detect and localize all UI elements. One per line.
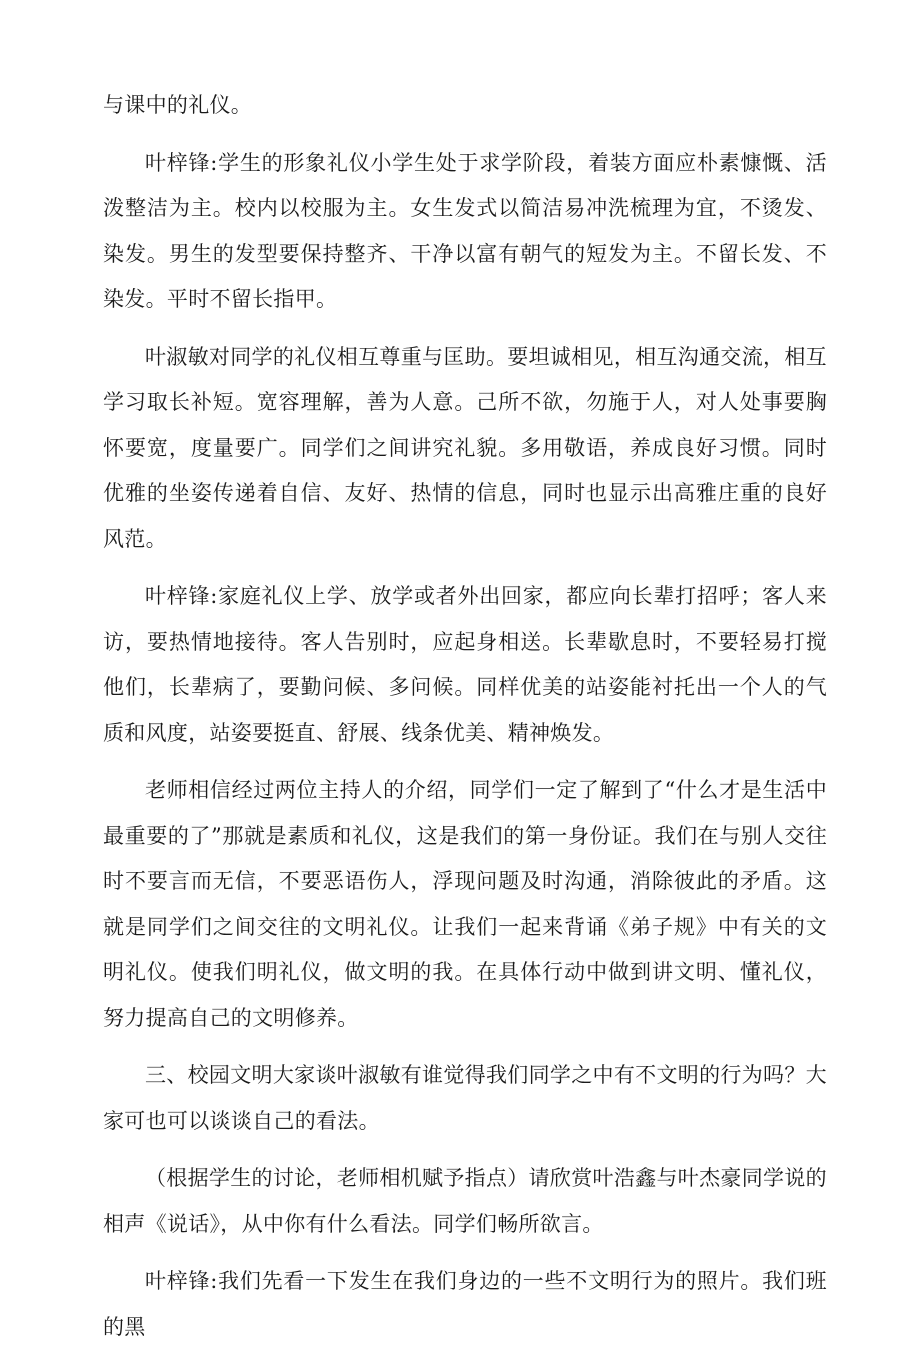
paragraph-section-three: 三、校园文明大家谈叶淑敏有谁觉得我们同学之中有不文明的行为吗？大家可也可以谈谈自己的看法。 <box>103 1063 827 1133</box>
paragraph-appearance-etiquette: 叶梓锋:学生的形象礼仪小学生处于求学阶段，着装方面应朴素慷慨、活泼整洁为主。校内以校服为主。女生发式以简洁易冲洗梳理为宜，不烫发、染发。男生的发型要保持整齐、干净以富有朝气的短发为主。不留长发、不染发。平时不留长指甲。 <box>103 150 827 311</box>
paragraph-continuation: 与课中的礼仪。 <box>103 93 253 117</box>
paragraph-family-etiquette: 叶梓锋:家庭礼仪上学、放学或者外出回家，都应向长辈打招呼；客人来访，要热情地接待。客人告别时，应起身相送。长辈歇息时，不要轻易打搅他们，长辈病了，要勤问候、多问候。同样优美的站姿能衬托出一个人的气质和风度，站姿要挺直、舒展、线条优美、精神焕发。 <box>103 584 827 745</box>
paragraph-crosstalk: （根据学生的讨论，老师相机赋予指点）请欣赏叶浩鑫与叶杰豪同学说的相声《说话》，从中你有什么看法。同学们畅所欲言。 <box>103 1166 827 1236</box>
paragraph-photos: 叶梓锋:我们先看一下发生在我们身边的一些不文明行为的照片。我们班的黑 <box>103 1269 827 1339</box>
document-body <box>103 83 827 1350</box>
paragraph-teacher-summary: 老师相信经过两位主持人的介绍，同学们一定了解到了“什么才是生活中最重要的了”那就是素质和礼仪，这是我们的第一身份证。我们在与别人交往时不要言而无信，不要恶语伤人，浮现问题及时沟通，消除彼此的矛盾。这就是同学们之间交往的文明礼仪。让我们一起来背诵《弟子规》中有关的文明礼仪。使我们明礼仪，做文明的我。在具体行动中做到讲文明、懂礼仪，努力提高自己的文明修养。 <box>103 778 827 1030</box>
paragraph-classmate-etiquette: 叶淑敏对同学的礼仪相互尊重与匡助。要坦诚相见，相互沟通交流，相互学习取长补短。宽容理解，善为人意。己所不欲，勿施于人，对人处事要胸怀要宽，度量要广。同学们之间讲究礼貌。多用敬语，养成良好习惯。同时优雅的坐姿传递着自信、友好、热情的信息，同时也显示出高雅庄重的良好风范。 <box>103 344 827 551</box>
